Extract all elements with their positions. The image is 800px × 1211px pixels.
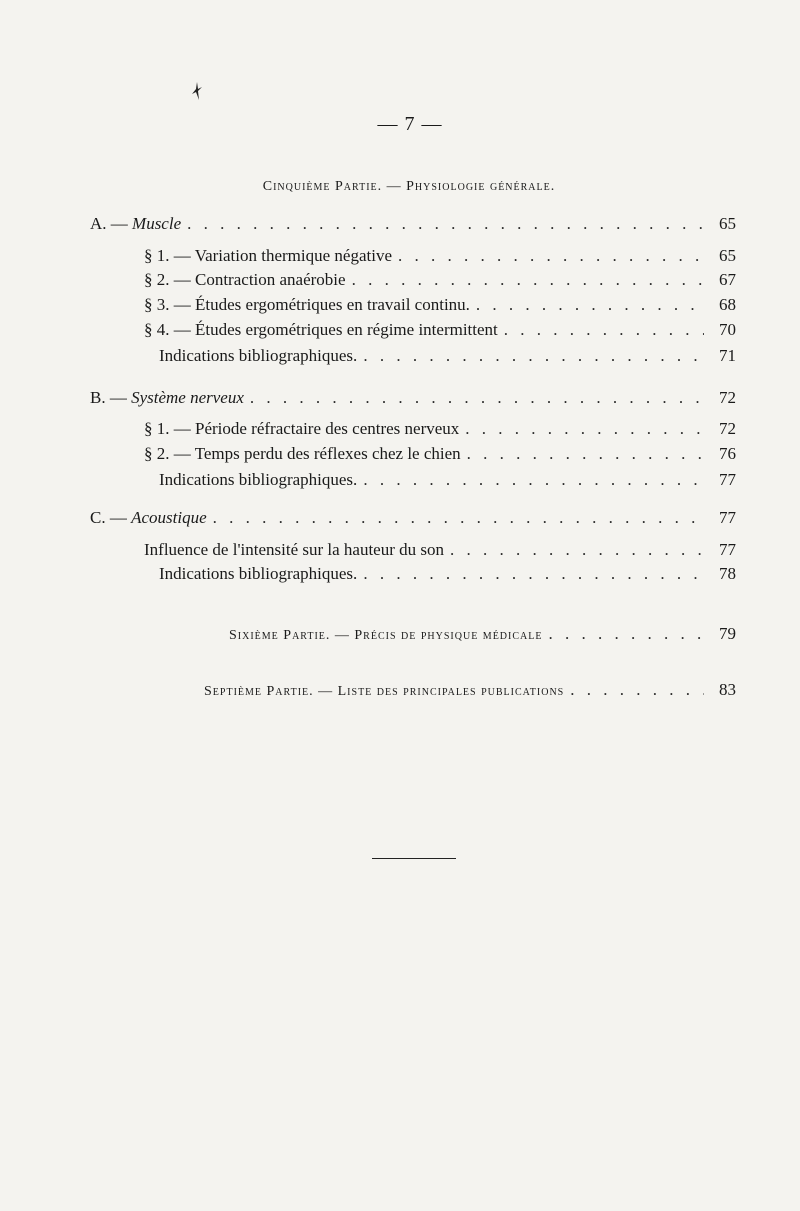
item-c1-page: 77 <box>719 540 736 559</box>
toc-item-b2[interactable] <box>144 443 736 465</box>
leader-dots <box>465 418 704 440</box>
page-number: — 7 — <box>377 113 443 135</box>
section-a-title: Muscle <box>132 214 182 233</box>
leader-dots <box>187 213 704 235</box>
item-b2-label: § 2. — Temps perdu des réflexes chez le chien <box>144 444 461 463</box>
toc-section-b[interactable] <box>90 387 736 409</box>
item-a2-label: § 2. — Contraction anaérobie <box>144 270 346 289</box>
toc-section-a[interactable] <box>90 213 736 235</box>
closing-rule <box>372 858 456 859</box>
toc-item-a4[interactable] <box>144 319 736 341</box>
section-a-prefix: A. — <box>90 214 133 233</box>
section-b-title: Système nerveux <box>131 388 244 407</box>
leader-dots <box>213 507 704 529</box>
toc-item-b3[interactable] <box>159 469 736 491</box>
section-c-title: Acoustique <box>131 508 207 527</box>
leader-dots <box>548 623 704 645</box>
leader-dots <box>476 294 704 316</box>
toc-item-a1[interactable] <box>144 245 736 267</box>
ink-speck-icon <box>190 80 204 102</box>
toc-item-a3[interactable] <box>144 294 736 316</box>
item-a3-page: 68 <box>719 295 736 314</box>
toc-item-c2[interactable] <box>159 563 736 585</box>
leader-dots <box>504 319 704 341</box>
item-a2-page: 67 <box>719 270 736 289</box>
toc-section-c[interactable] <box>90 507 736 529</box>
item-a1-label: § 1. — Variation thermique négative <box>144 246 393 265</box>
leader-dots <box>250 387 704 409</box>
part6-page: 79 <box>719 624 736 643</box>
toc-part6[interactable] <box>229 623 736 647</box>
item-b1-label: § 1. — Période réfractaire des centres nerveux <box>144 419 460 438</box>
item-c2-page: 78 <box>719 564 736 583</box>
item-b2-page: 76 <box>719 444 736 463</box>
item-a4-page: 70 <box>719 320 736 339</box>
leader-dots <box>450 539 704 561</box>
leader-dots <box>352 269 704 291</box>
item-b3-page: 77 <box>719 470 736 489</box>
item-a4-label: § 4. — Études ergométriques en régime intermittent <box>144 320 498 339</box>
section-b-page: 72 <box>719 388 736 407</box>
toc-item-c1[interactable] <box>144 539 736 561</box>
leader-dots <box>467 443 704 465</box>
part7-label: Septième Partie. — Liste des principales publications <box>204 684 565 699</box>
leader-dots <box>363 469 704 491</box>
part5-heading: Cinquième Partie. — Physiologie générale. <box>262 179 556 194</box>
section-a-page: 65 <box>719 214 736 233</box>
leader-dots <box>363 563 704 585</box>
section-c-page: 77 <box>719 508 736 527</box>
part7-page: 83 <box>719 680 736 699</box>
item-b1-page: 72 <box>719 419 736 438</box>
item-b3-label: Indications bibliographiques. <box>159 470 358 489</box>
toc-part7[interactable] <box>204 679 736 703</box>
item-a1-page: 65 <box>719 246 736 265</box>
leader-dots <box>398 245 704 267</box>
part6-label: Sixième Partie. — Précis de physique médicale <box>229 628 543 643</box>
item-c2-label: Indications bibliographiques. <box>159 564 358 583</box>
section-c-prefix: C. — <box>90 508 132 527</box>
toc-item-a2[interactable] <box>144 269 736 291</box>
item-a5-page: 71 <box>719 346 736 365</box>
item-c1-label: Influence de l'intensité sur la hauteur du son <box>144 540 444 559</box>
section-b-prefix: B. — <box>90 388 132 407</box>
item-a3-label: § 3. — Études ergométriques en travail continu. <box>144 295 470 314</box>
leader-dots <box>363 345 704 367</box>
toc-item-a5[interactable] <box>159 345 736 367</box>
item-a5-label: Indications bibliographiques. <box>159 346 358 365</box>
toc-item-b1[interactable] <box>144 418 736 440</box>
leader-dots <box>570 679 704 701</box>
